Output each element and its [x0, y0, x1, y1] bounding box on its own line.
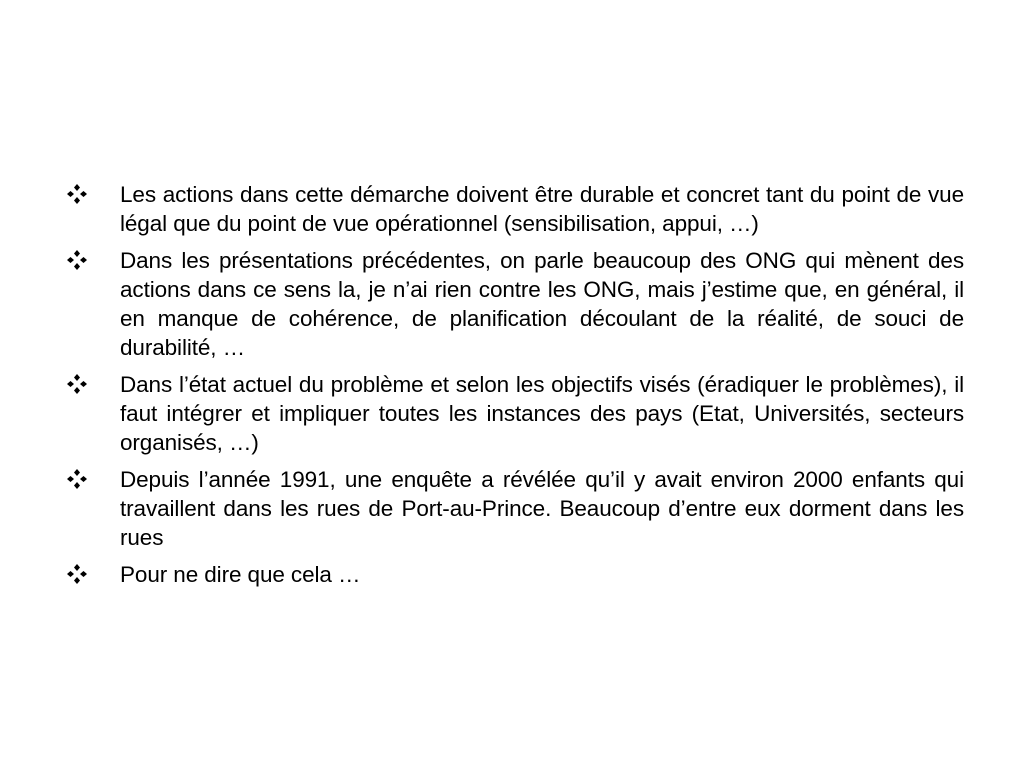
bullet-text: Depuis l’année 1991, une enquête a révélée qu’il y avait environ 2000 enfants qui travaillent dans les rues de Port-au-Prince. Beaucoup d’entre eux dorment dans les rues: [120, 467, 964, 550]
four-diamond-bullet-icon: [66, 468, 88, 490]
bullet-item: [60, 180, 964, 238]
bullet-item: [60, 560, 964, 589]
four-diamond-bullet-icon: [66, 183, 88, 205]
four-diamond-bullet-icon: [66, 373, 88, 395]
bullet-item: [60, 370, 964, 457]
bullet-list: [60, 180, 964, 597]
bullet-text: Pour ne dire que cela …: [120, 562, 361, 587]
four-diamond-bullet-icon: [66, 563, 88, 585]
bullet-text: Dans l’état actuel du problème et selon les objectifs visés (éradiquer le problèmes), il faut intégrer et impliquer toutes les instances des pays (Etat, Universités, secteurs organisés, …): [120, 372, 964, 455]
four-diamond-bullet-icon: [66, 249, 88, 271]
bullet-item: [60, 246, 964, 362]
bullet-text: Dans les présentations précédentes, on parle beaucoup des ONG qui mènent des actions dans ce sens la, je n’ai rien contre les ONG, mais j’estime que, en général, il en manque de cohérence, de planification découlant de la réalité, de souci de durabilité, …: [120, 248, 964, 360]
bullet-text: Les actions dans cette démarche doivent être durable et concret tant du point de vue légal que du point de vue opérationnel (sensibilisation, appui, …): [120, 182, 964, 236]
bullet-item: [60, 465, 964, 552]
